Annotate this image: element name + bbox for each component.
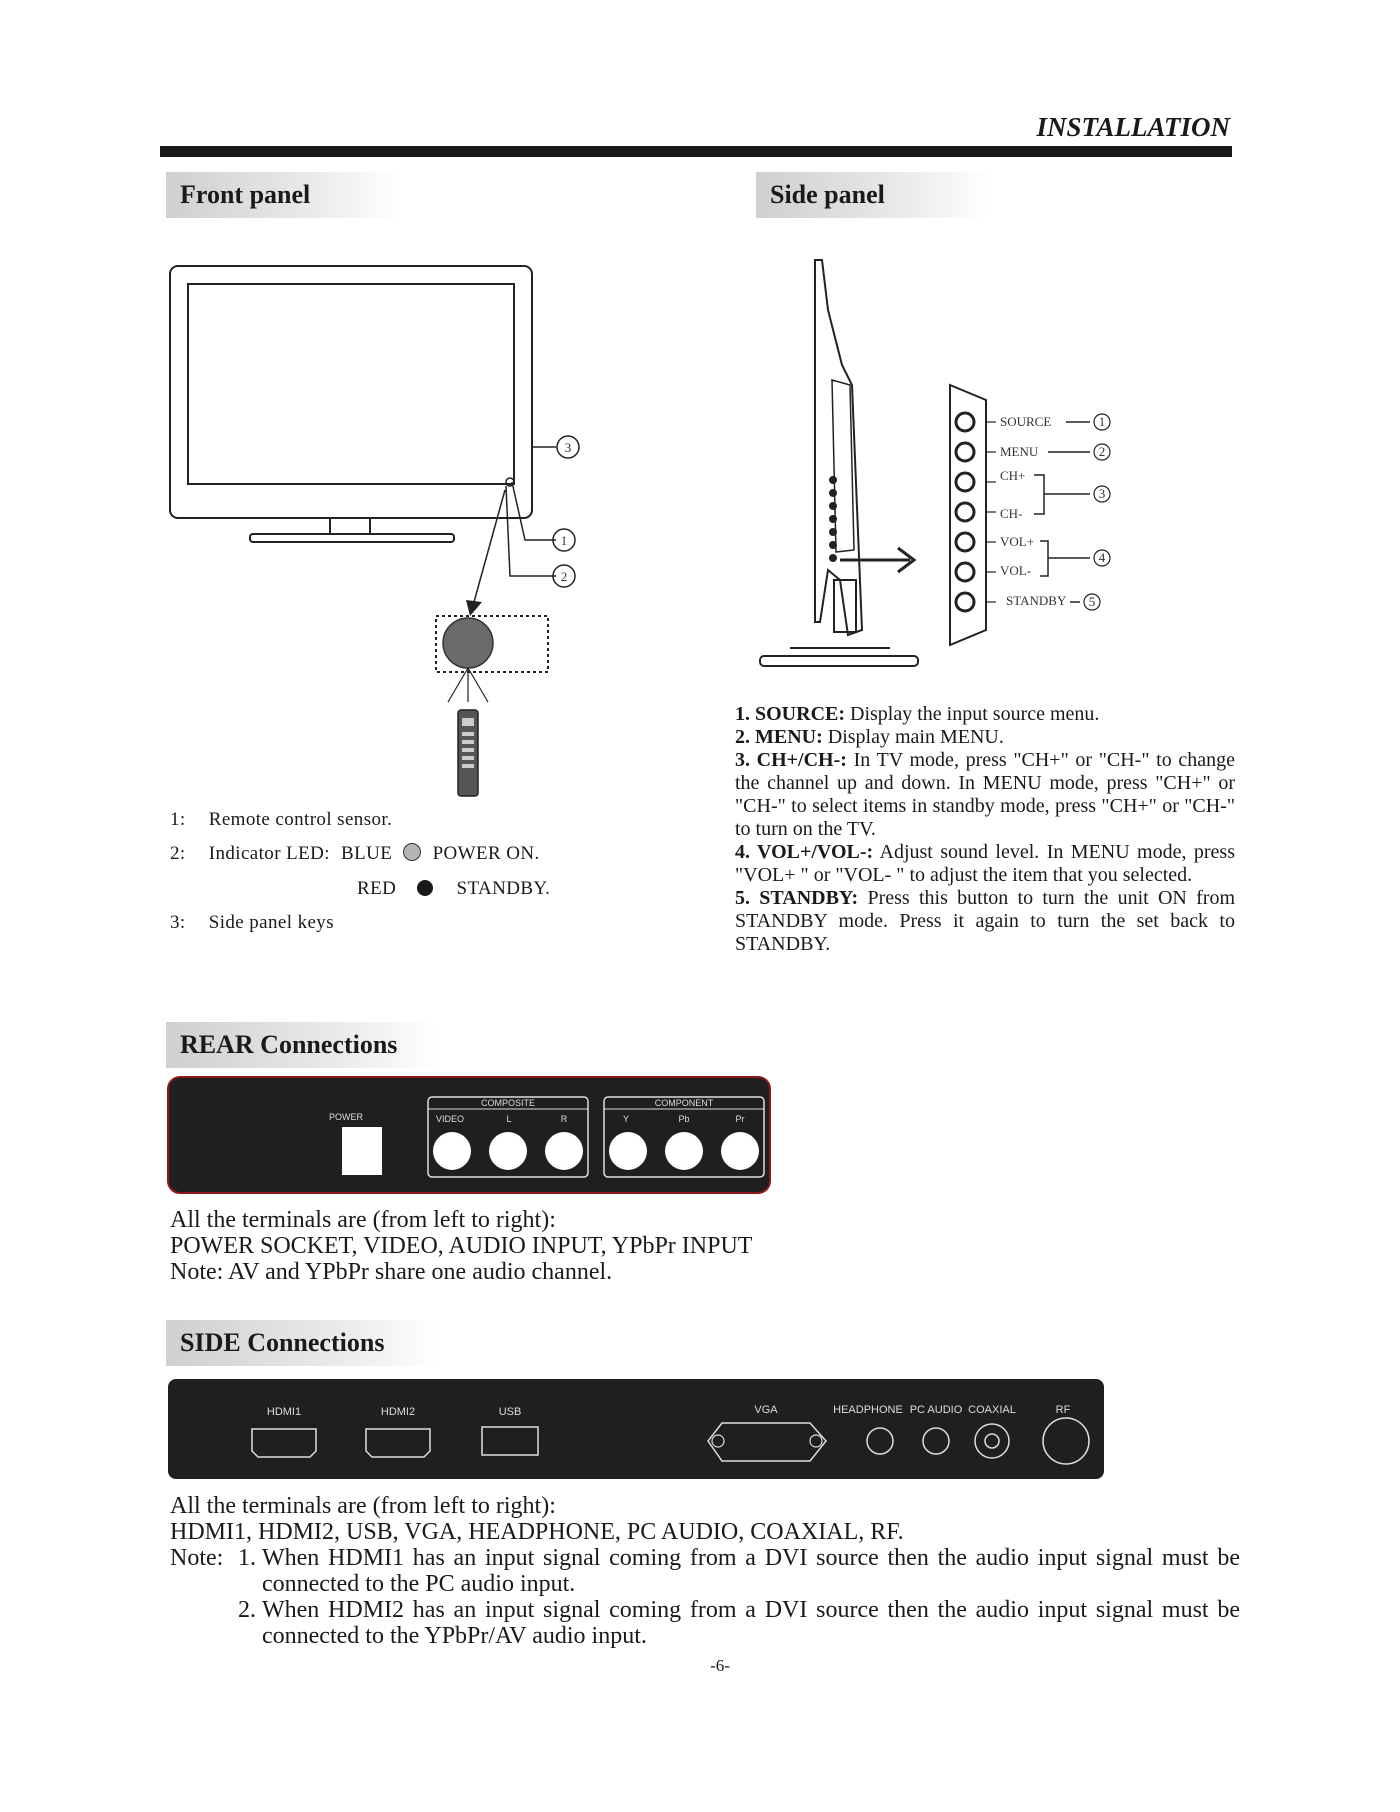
side-text-line-2: HDMI1, HDMI2, USB, VGA, HEADPHONE, PC AUDIO, COAXIAL, RF.	[170, 1519, 904, 1545]
y-jack	[609, 1132, 647, 1170]
rear-label-l: L	[506, 1114, 512, 1124]
rear-connections-heading: REAR Connections	[166, 1022, 440, 1068]
note-2-line-a: When HDMI2 has an input signal coming from a DVI source then the audio input signal must be	[262, 1597, 1240, 1623]
key-label-standby: STANDBY	[1006, 593, 1067, 608]
led-blue-label: BLUE	[341, 843, 393, 864]
callout-line-1	[512, 482, 556, 540]
rear-label-component: COMPONENT	[654, 1098, 714, 1108]
side-label-headphone: HEADPHONE	[833, 1404, 903, 1416]
side-callout-4: 4	[1098, 550, 1106, 565]
note-1-text: Remote control sensor.	[208, 809, 393, 830]
side-label-hdmi2: HDMI2	[380, 1406, 416, 1418]
note-label: Note:	[170, 1545, 224, 1571]
front-panel-illustration	[160, 250, 600, 810]
side-key-descriptions	[735, 703, 1235, 956]
key-label-vol-minus: VOL-	[1000, 563, 1032, 578]
front-note-1	[170, 809, 392, 831]
side-callout-1: 1	[1098, 414, 1106, 429]
rear-text-line-2: POWER SOCKET, VIDEO, AUDIO INPUT, YPbPr INPUT	[170, 1233, 753, 1259]
tv-side-stand	[834, 580, 856, 632]
note-3-text: Side panel keys	[208, 912, 335, 933]
rear-label-r: R	[560, 1114, 568, 1124]
note-3-number: 3:	[170, 912, 186, 933]
key-label-ch-minus: CH-	[1000, 506, 1023, 521]
note-2-label: Indicator LED:	[208, 843, 330, 864]
tv-base	[250, 534, 454, 542]
desc-menu: 2. MENU: Display main MENU.	[735, 726, 1004, 748]
rear-label-composite: COMPOSITE	[480, 1098, 536, 1108]
callout-2: 2	[560, 569, 568, 584]
side-label-vga: VGA	[754, 1404, 778, 1416]
pr-jack	[721, 1132, 759, 1170]
side-terminals-text	[170, 1493, 1240, 1649]
callout-1: 1	[560, 533, 568, 548]
side-label-hdmi1: HDMI1	[266, 1406, 302, 1418]
desc-vol: 4. VOL+/VOL-: Adjust sound level. In MENU mode, press "VOL+ " or "VOL- " to adjust the item that you selected.	[735, 841, 1235, 886]
audio-l-jack	[489, 1132, 527, 1170]
side-panel-illustration	[750, 250, 1240, 680]
note-1-num: 1.	[238, 1545, 256, 1571]
desc-source: 1. SOURCE: Display the input source menu.	[735, 703, 1100, 725]
led-power-on-text: POWER ON.	[432, 843, 540, 864]
note-2-number: 2:	[170, 843, 186, 864]
rear-terminals-text	[170, 1207, 752, 1285]
side-panel-heading: Side panel	[756, 172, 990, 218]
rear-text-line-3: Note: AV and YPbPr share one audio channel.	[170, 1259, 613, 1285]
key-label-source: SOURCE	[1000, 414, 1052, 429]
side-connections-heading: SIDE Connections	[166, 1320, 440, 1366]
note-1-line-a: When HDMI1 has an input signal coming from a DVI source then the audio input signal must be	[262, 1545, 1240, 1571]
key-label-menu: MENU	[1000, 444, 1039, 459]
note-2-line-b: connected to the YPbPr/AV audio input.	[262, 1623, 647, 1649]
side-connections-panel	[166, 1377, 1106, 1481]
side-callout-5: 5	[1088, 594, 1096, 609]
sensor-arrow-head	[466, 600, 482, 616]
front-note-2	[170, 843, 540, 865]
key-label-ch-plus: CH+	[1000, 468, 1026, 483]
front-panel-heading: Front panel	[166, 172, 400, 218]
rear-label-pb: Pb	[678, 1114, 690, 1124]
desc-ch: 3. CH+/CH-: In TV mode, press "CH+" or "CH-" to change the channel up and down. In MENU mode, press "CH+" or "CH-" to select items in standby mode, press "CH+" or "CH-" to turn on the TV.	[735, 749, 1235, 840]
power-socket	[342, 1127, 382, 1175]
side-label-rf: RF	[1055, 1404, 1071, 1416]
side-note-2	[170, 1597, 1240, 1623]
callout-3: 3	[564, 440, 572, 455]
rear-connections-panel	[166, 1075, 772, 1195]
rear-text-line-1: All the terminals are (from left to right):	[170, 1207, 556, 1233]
note-2-num: 2.	[238, 1597, 256, 1623]
video-jack	[433, 1132, 471, 1170]
note-1-number: 1:	[170, 809, 186, 830]
front-note-2-red	[357, 878, 550, 900]
rear-label-video: VIDEO	[436, 1114, 465, 1124]
page-number: -6-	[710, 1656, 730, 1675]
note-1-line-b: connected to the PC audio input.	[262, 1571, 576, 1597]
audio-r-jack	[545, 1132, 583, 1170]
side-callout-2: 2	[1098, 444, 1106, 459]
desc-standby: 5. STANDBY: Press this button to turn the unit ON from STANDBY mode. Press it again to turn the set back to STANDBY.	[735, 887, 1235, 955]
led-blue-icon	[403, 843, 421, 861]
tv-neck	[330, 518, 370, 534]
side-text-line-1: All the terminals are (from left to right):	[170, 1493, 556, 1519]
side-callout-3: 3	[1098, 486, 1106, 501]
pb-jack	[665, 1132, 703, 1170]
remote-sensor-icon	[443, 618, 493, 668]
led-standby-text: STANDBY.	[456, 878, 551, 899]
front-note-3	[170, 912, 334, 934]
rear-label-y: Y	[622, 1114, 630, 1124]
page-header-title: INSTALLATION	[1036, 112, 1230, 142]
tv-side-base	[760, 656, 918, 666]
header-rule	[160, 146, 1232, 157]
tv-bezel	[170, 266, 532, 518]
led-red-icon	[417, 880, 433, 896]
key-panel-buttons	[956, 413, 974, 611]
side-label-pc-audio: PC AUDIO	[909, 1404, 963, 1416]
tv-side-profile	[815, 260, 862, 635]
side-label-coaxial: COAXIAL	[968, 1404, 1016, 1416]
side-note-1	[170, 1545, 1240, 1571]
led-red-label: RED	[357, 878, 397, 899]
tv-screen	[188, 284, 514, 484]
key-label-vol-plus: VOL+	[1000, 534, 1035, 549]
sensor-arrow-line	[474, 490, 505, 602]
side-label-usb: USB	[498, 1406, 522, 1418]
rear-label-pr: Pr	[735, 1114, 745, 1124]
rear-label-power: POWER	[328, 1112, 364, 1122]
